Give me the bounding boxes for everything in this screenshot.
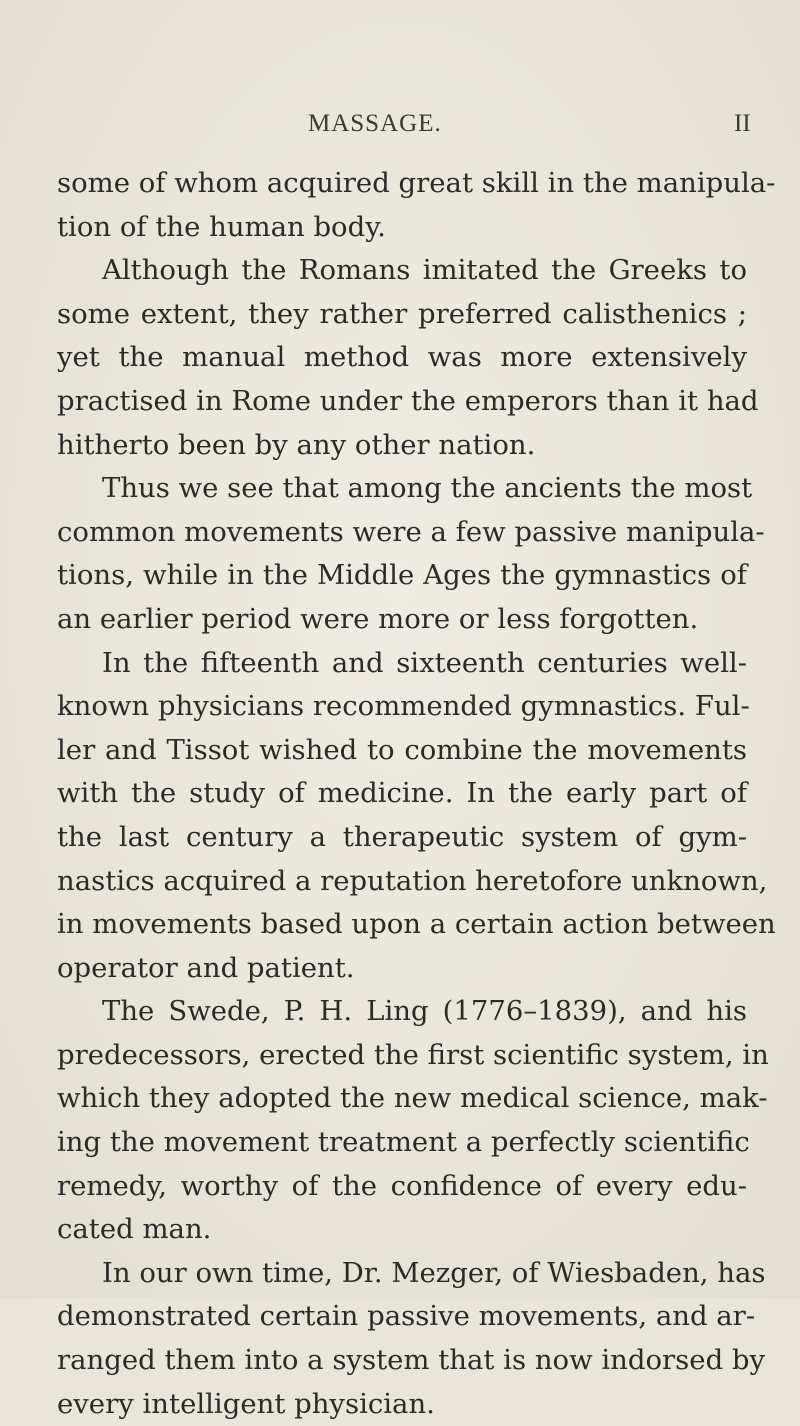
- text-line: in movements based upon a certain action between: [57, 908, 776, 941]
- text-line: ranged them into a system that is now indorsed by: [57, 1344, 766, 1377]
- text-line: tions, while in the Middle Ages the gymnastics of: [57, 559, 747, 592]
- text-line: In the fifteenth and sixteenth centuries well-: [102, 646, 747, 679]
- text-line: Although the Romans imitated the Greeks to: [102, 254, 747, 287]
- running-head: [0, 110, 800, 150]
- text-line: cated man.: [57, 1213, 212, 1246]
- text-line: demonstrated certain passive movements, and ar-: [57, 1300, 756, 1333]
- text-line: common movements were a few passive manipula-: [57, 515, 765, 548]
- text-line: known physicians recommended gymnastics. Ful-: [57, 690, 750, 723]
- text-line: the last century a therapeutic system of gym-: [57, 820, 747, 853]
- text-line: The Swede, P. H. Ling (1776–1839), and his: [102, 995, 747, 1028]
- text-line: tion of the human body.: [57, 210, 386, 243]
- text-line: some of whom acquired great skill in the manipula-: [57, 167, 776, 199]
- running-title: MASSAGE.: [308, 110, 442, 137]
- page-number: II: [734, 110, 751, 137]
- text-line: every intelligent physician.: [57, 1387, 435, 1420]
- body-text: [57, 162, 776, 1426]
- text-line: Thus we see that among the ancients the most: [102, 472, 753, 505]
- text-line: remedy, worthy of the confidence of every edu-: [57, 1169, 747, 1202]
- text-line: an earlier period were more or less forgotten.: [57, 602, 699, 635]
- text-line: hitherto been by any other nation.: [57, 428, 536, 461]
- text-line: yet the manual method was more extensively: [57, 341, 747, 374]
- text-line: ler and Tissot wished to combine the movements: [57, 733, 747, 766]
- text-line: some extent, they rather preferred calisthenics ;: [57, 297, 747, 330]
- text-line: nastics acquired a reputation heretofore unknown,: [57, 864, 768, 897]
- text-line: practised in Rome under the emperors than it had: [57, 384, 759, 417]
- text-line: predecessors, erected the first scientific system, in: [57, 1038, 769, 1071]
- text-line: operator and patient.: [57, 951, 355, 984]
- text-line: which they adopted the new medical science, mak-: [57, 1082, 768, 1115]
- text-line: In our own time, Dr. Mezger, of Wiesbaden, has: [102, 1256, 766, 1289]
- text-line: ing the movement treatment a perfectly scientific: [57, 1126, 750, 1159]
- text-line: with the study of medicine. In the early part of: [57, 777, 747, 810]
